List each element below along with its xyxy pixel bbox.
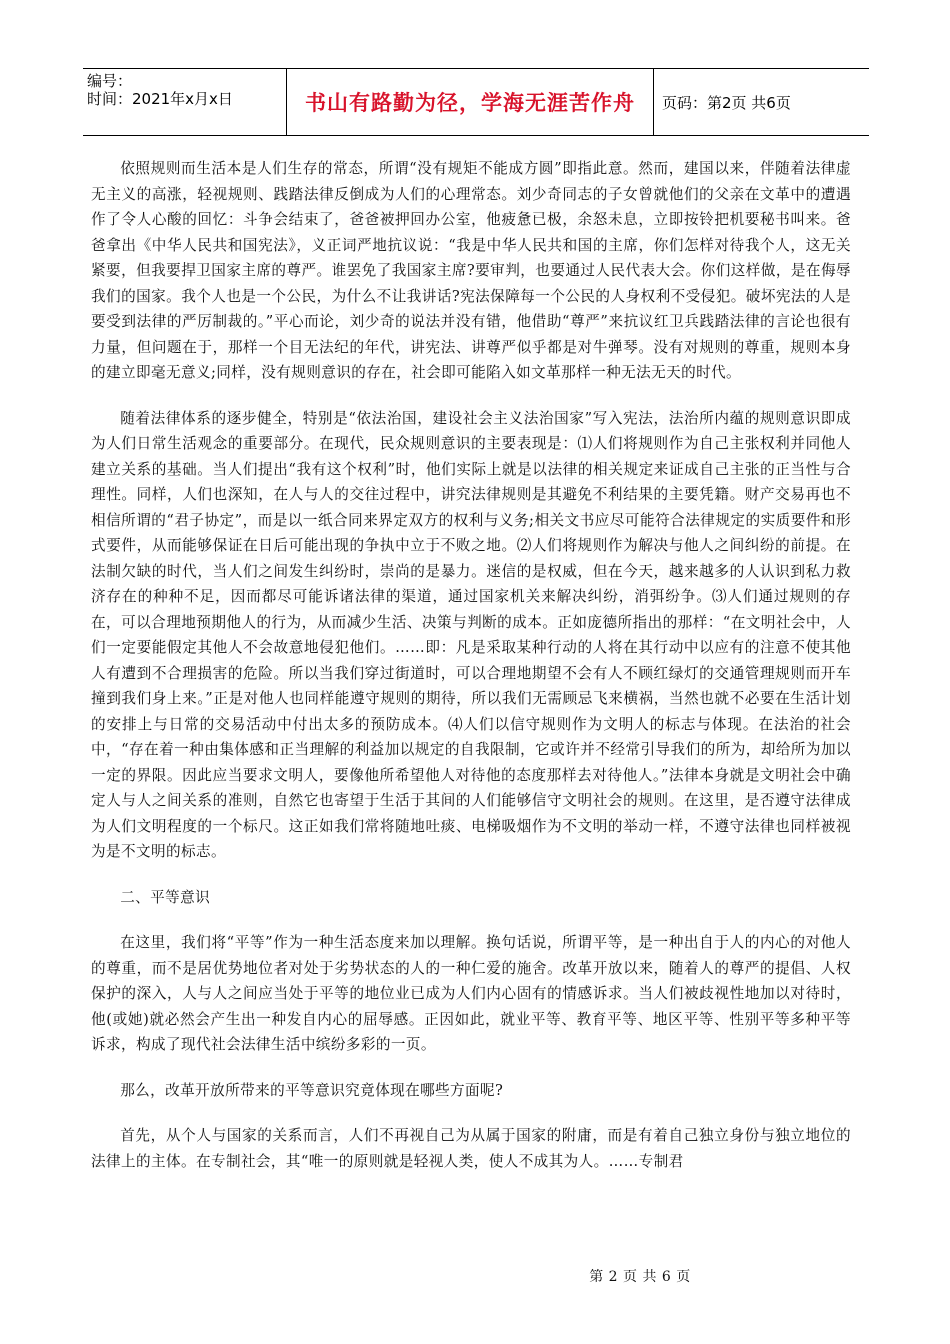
header-motto: 书山有路勤为径，学海无涯苦作舟 (286, 69, 654, 135)
header-meta (83, 69, 286, 135)
doc-number-label: 编号： (87, 72, 133, 90)
paragraph-rule-awareness: 随着法律体系的逐步健全，特别是“依法治国，建设社会主义法治国家”写入宪法，法治所内蕴的规则意识即成为人们日常生活观念的重要部分。在现代，民众规则意识的主要表现是：⑴人们将规则作为自己主张权利并同他人建立关系的基础。当人们提出“我有这个权利”时，他们实际上就是以法律的相关规定来证成自己主张的正当性与合理性。同样，人们也深知，在人与人的交往过程中，讲究法律规则是其避免不利结果的主要凭籍。财产交易再也不相信所谓的“君子协定”，而是以一纸合同来界定双方的权利与义务;相关文书应尽可能符合法律规定的实质要件和形式要件，从而能够保证在日后可能出现的争执中立于不败之地。⑵人们将规则作为解决与他人之间纠纷的前提。在法制欠缺的时代，当人们之间发生纠纷时，崇尚的是暴力。迷信的是权威，但在今天，越来越多的人认识到私力救济存在的种种不足，因而都尽可能诉诸法律的渠道，通过国家机关来解决纠纷，消弭纷争。⑶人们通过规则的存在，可以合理地预期他人的行为，从而减少生活、决策与判断的成本。正如庞德所指出的那样：“在文明社会中，人们一定要能假定其他人不会故意地侵犯他们。……即：凡是采取某种行动的人将在其行动中以应有的注意不使其他人有遭到不合理损害的危险。所以当我们穿过街道时，可以合理地期望不会有人不顾红绿灯的交通管理规则而开车撞到我们身上来。”正是对他人也同样能遵守规则的期待，所以我们无需顾忌飞来横祸，当然也就不必要在生活计划的安排上与日常的交易活动中付出太多的预防成本。⑷人们以信守规则作为文明人的标志与体现。在法治的社会中，“存在着一种由集体感和正当理解的利益加以规定的自我限制，它或许并不经常引导我们的所为，却给所为加以一定的界限。因此应当要求文明人，要像他所希望他人对待他的态度那样去对待他人。”法律本身就是文明社会中确定人与人之间关系的准则，自然它也寄望于生活于其间的人们能够信守文明社会的规则。在这里，是否遵守法律成为人们文明程度的一个标尺。这正如我们常将随地吐痰、电梯吸烟作为不文明的举动一样，不遵守法律也同样被视为是不文明的标志。 (91, 409, 851, 860)
page-footer: 第 2 页 共 6 页 (589, 1269, 691, 1285)
paragraph-rule-life: 依照规则而生活本是人们生存的常态，所谓“没有规矩不能成方圆”即指此意。然而，建国以来，伴随着法律虚无主义的高涨，轻视规则、践踏法律反倒成为人们的心理常态。刘少奇同志的子女曾就他们的父亲在文革中的遭遇作了令人心酸的回忆：斗争会结束了，爸爸被押回办公室，他疲惫已极，余怒未息，立即按铃把机要秘书叫来。爸爸拿出《中华人民共和国宪法》，义正词严地抗议说：“我是中华人民共和国的主席，你们怎样对待我个人，这无关紧要，但我要捍卫国家主席的尊严。谁罢免了我国家主席?要审判，也要通过人民代表大会。你们这样做，是在侮辱我们的国家。我个人也是一个公民，为什么不让我讲话?宪法保障每一个公民的人身权利不受侵犯。破坏宪法的人是要受到法律的严厉制裁的。”平心而论，刘少奇的说法并没有错，他借助“尊严”来抗议红卫兵践踏法律的言论也很有力量，但问题在于，那样一个目无法纪的年代，讲宪法、讲尊严似乎都是对牛弹琴。没有对规则的尊重，规则本身的建立即毫无意义;同样，没有规则意识的存在，社会即可能陷入如文革那样一种无法无天的时代。 (91, 160, 851, 381)
page-header (83, 68, 869, 136)
time-label: 时间：2021年x月x日 (87, 90, 233, 108)
paragraph-equality-question: 那么，改革开放所带来的平等意识究竟体现在哪些方面呢? (120, 1081, 504, 1099)
header-page-info: 页码：第2页 共6页 (662, 93, 791, 112)
paragraph-equality-attitude: 在这里，我们将“平等”作为一种生活态度来加以理解。换句话说，所谓平等，是一种出自于人的内心的对他人的尊重，而不是居优势地位者对处于劣势状态的人的一种仁爱的施舍。改革开放以来，随着人的尊严的提倡、人权保护的深入，人与人之间应当处于平等的地位业已成为人们内心固有的情感诉求。当人们被歧视性地加以对待时，他(或她)就必然会产生出一种发自内心的屈辱感。正因如此，就业平等、教育平等、地区平等、性别平等多种平等诉求，构成了现代社会法律生活中缤纷多彩的一页。 (91, 934, 851, 1053)
document-body (91, 156, 851, 1194)
paragraph-individual-state: 首先，从个人与国家的关系而言，人们不再视自己为从属于国家的附庸，而是有着自己独立身份与独立地位的法律上的主体。在专制社会，其“唯一的原则就是轻视人类，使人不成其为人。……专制君 (91, 1127, 851, 1170)
section-heading-equality: 二、平等意识 (120, 888, 211, 906)
